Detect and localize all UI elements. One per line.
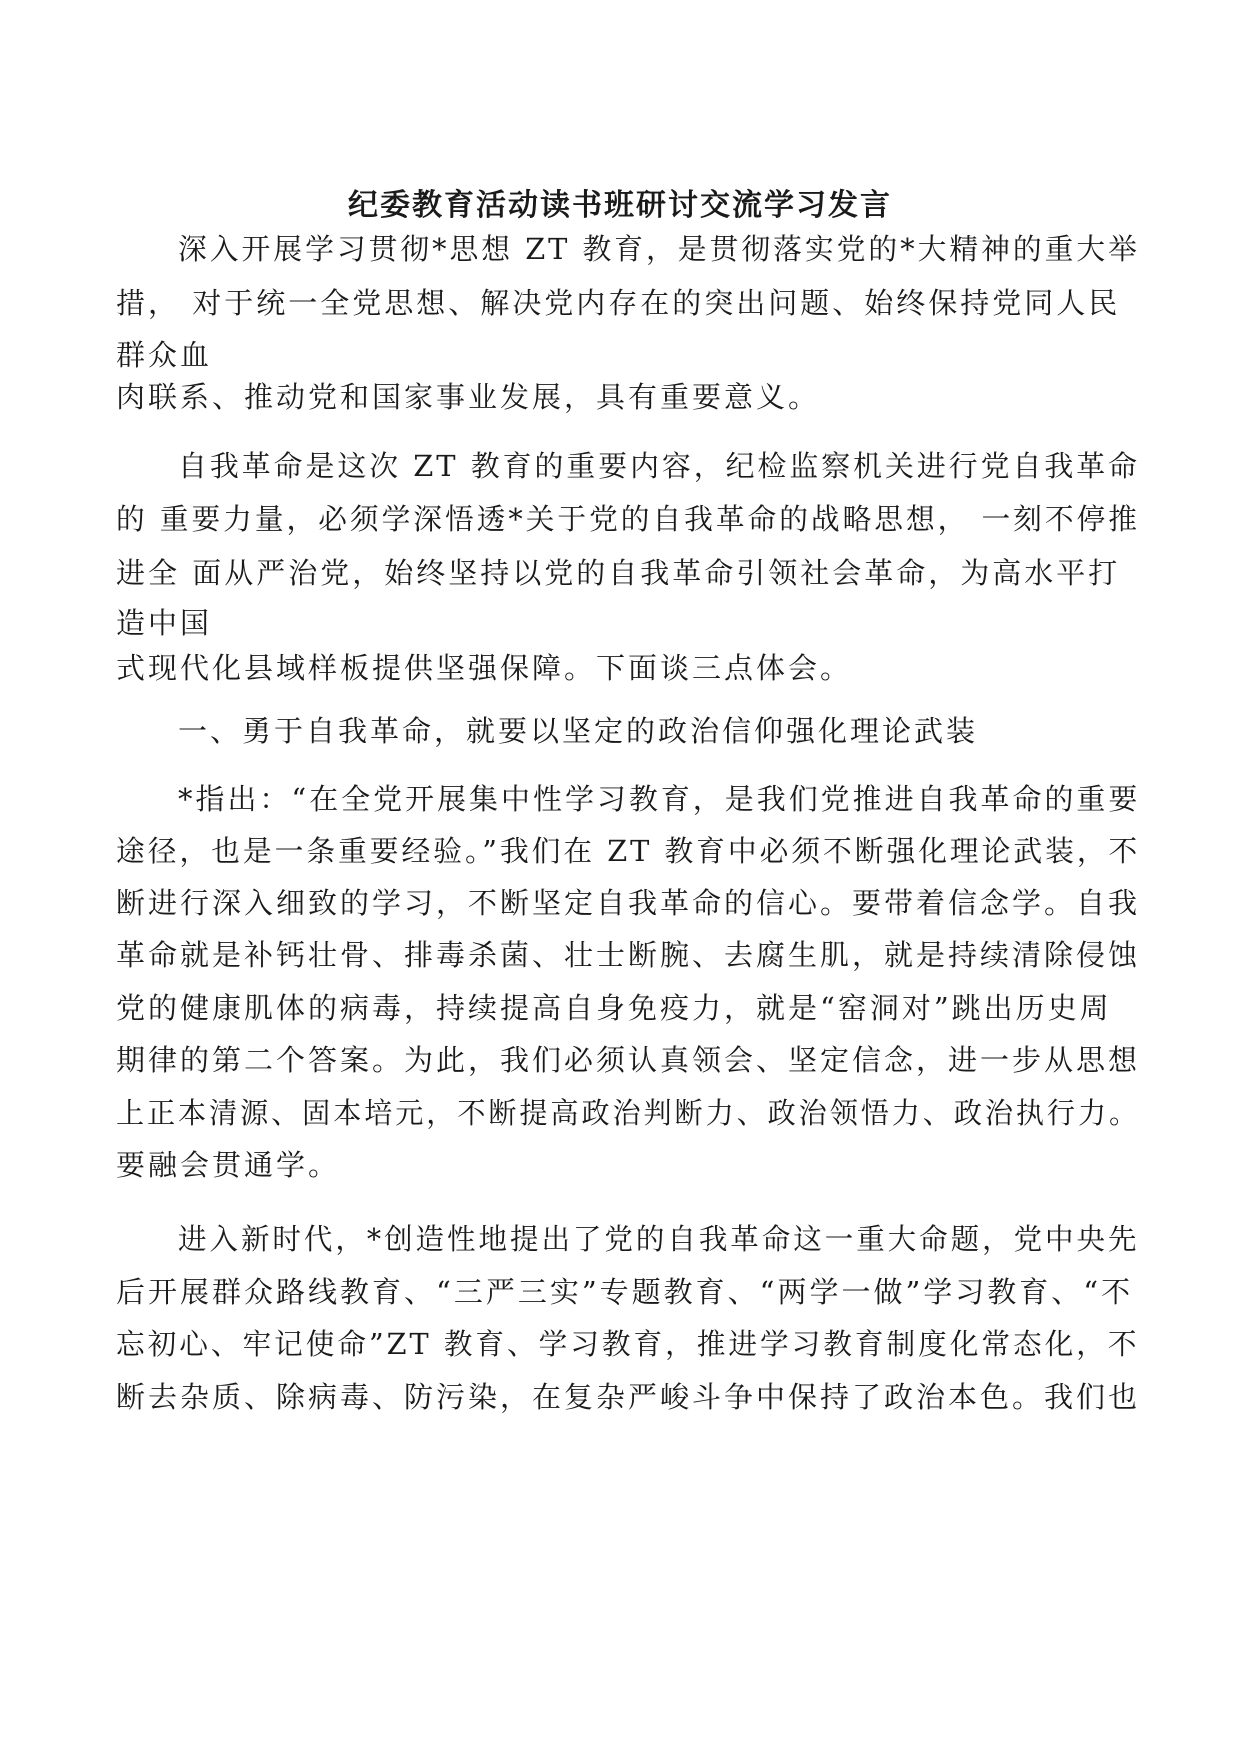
text-line: 的 重要力量，必须学深悟透*关于党的自我革命的战略思想， 一刻不停推 [116, 502, 1140, 536]
text-line: 自我革命是这次 ZT 教育的重要内容，纪检监察机关进行党自我革命 [178, 449, 1140, 483]
text-line: 上正本清源、固本培元，不断提高政治判断力、政治领悟力、政治执行力。 [116, 1096, 1141, 1130]
text-line: 进全 面从严治党，始终坚持以党的自我革命引领社会革命，为高水平打 [116, 556, 1121, 590]
section-heading: 一、勇于自我革命，就要以坚定的政治信仰强化理论武装 [178, 714, 979, 748]
text-line: 忘初心、牢记使命”ZT 教育、学习教育，推进学习教育制度化常态化，不 [116, 1327, 1140, 1361]
text-line: 肉联系、推动党和国家事业发展，具有重要意义。 [116, 380, 821, 414]
text-line: 造中国 [116, 606, 213, 640]
text-line: *指出：“在全党开展集中性学习教育，是我们党推进自我革命的重要 [178, 782, 1141, 816]
text-line: 革命就是补钙壮骨、排毒杀菌、壮士断腕、去腐生肌，就是持续清除侵蚀 [116, 938, 1141, 972]
text-line: 式现代化县域样板提供坚强保障。下面谈三点体会。 [116, 651, 853, 685]
text-line: 断进行深入细致的学习，不断坚定自我革命的信心。要带着信念学。自我 [116, 886, 1141, 920]
text-line: 深入开展学习贯彻*思想 ZT 教育，是贯彻落实党的*大精神的重大举 [178, 232, 1140, 266]
text-line: 期律的第二个答案。为此，我们必须认真领会、坚定信念，进一步从思想 [116, 1043, 1141, 1077]
document-title: 纪委教育活动读书班研讨交流学习发言 [348, 188, 892, 223]
text-line: 途径，也是一条重要经验。”我们在 ZT 教育中必须不断强化理论武装，不 [116, 834, 1141, 868]
text-line: 措， 对于统一全党思想、解决党内存在的突出问题、始终保持党同人民 [116, 286, 1121, 320]
text-line: 要融会贯通学。 [116, 1148, 341, 1182]
text-line: 断去杂质、除病毒、防污染，在复杂严峻斗争中保持了政治本色。我们也 [116, 1380, 1141, 1414]
text-line: 进入新时代，*创造性地提出了党的自我革命这一重大命题，党中央先 [178, 1222, 1140, 1256]
text-line: 群众血 [116, 338, 213, 372]
text-line: 后开展群众路线教育、“三严三实”专题教育、“两学一做”学习教育、“不 [116, 1275, 1134, 1309]
text-line: 党的健康肌体的病毒，持续提高自身免疫力，就是“窑洞对”跳出历史周 [116, 991, 1112, 1025]
